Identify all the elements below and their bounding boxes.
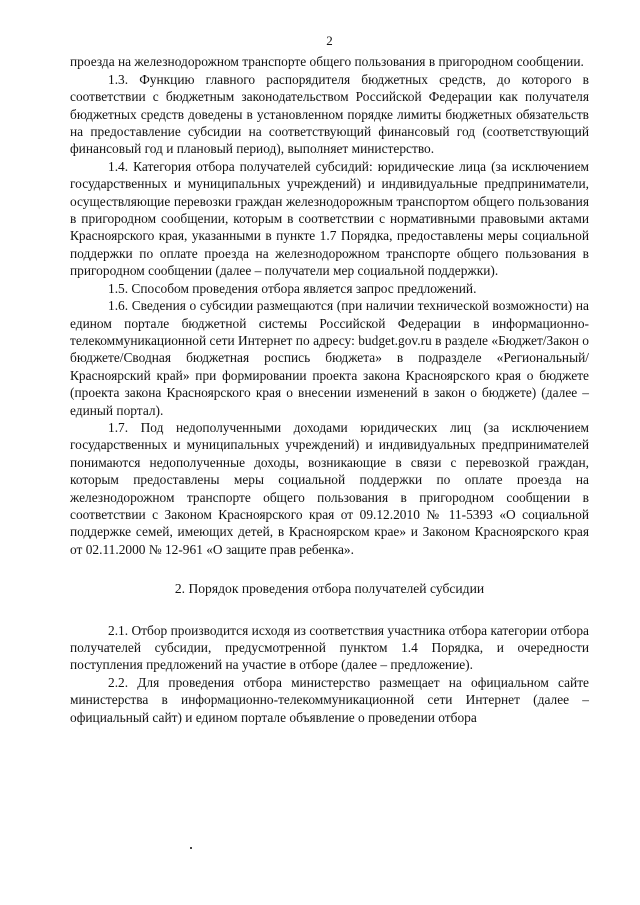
section-heading: 2. Порядок проведения отбора получателей субсидии [174, 581, 485, 597]
document-page [70, 32, 589, 726]
scan-speck [190, 847, 192, 849]
paragraph-1-5: 1.5. Способом проведения отбора является запрос предложений. [108, 280, 477, 296]
paragraph-1-6: 1.6. Сведения о субсидии размещаются (при наличии технической возможности) на едином портале бюджетной системы Российской Федерации в информационно-телекоммуникационной сети Интернет по адресу: budget.gov.ru в разделе «Бюджет/Закон о бюджете/Сводная бюджетная роспись бюджета» в подразделе «Региональный/Красноярский край» при формировании проекта закона Красноярского края о бюджете (проекта закона Красноярского края о внесении изменений в закон о бюджете) (далее – единый портал). [70, 298, 589, 418]
paragraph-1-4: 1.4. Категория отбора получателей субсидий: юридические лица (за исключением государственных и муниципальных учреждений) и индивидуальные предприниматели, осуществляющие перевозки граждан железнодорожным транспортом общего пользования в пригородном сообщении, которым в соответствии с нормативными правовыми актами Красноярского края, указанными в пункте 1.7 Порядка, предоставлены меры социальной поддержки по оплате проезда на железнодорожном транспорте общего пользования в пригородном сообщении (далее – получатели мер социальной поддержки). [70, 158, 589, 279]
paragraph-2-1: 2.1. Отбор производится исходя из соответствия участника отбора категории отбора получателей субсидии, предусмотренной пунктом 1.4 Порядка, и очередности поступления предложений на участие в отборе (далее – предложение). [70, 622, 589, 673]
page-number: 2 [326, 33, 333, 48]
paragraph-2-2: 2.2. Для проведения отбора министерство размещает на официальном сайте министерства в информационно-телекоммуникационной сети Интернет (далее – официальный сайт) и едином портале объявление о проведении отбора [70, 674, 589, 725]
paragraph-1-3: 1.3. Функцию главного распорядителя бюджетных средств, до которого в соответствии с бюджетным законодательством Российской Федерации как получателя бюджетных средств доведены в установленном порядке лимиты бюджетных обязательств на предоставление субсидии на соответствующий финансовый год (соответствующий финансовый год и плановый период), выполняет министерство. [70, 71, 589, 157]
paragraph-1-2-end: проезда на железнодорожном транспорте общего пользования в пригородном сообщении. [70, 54, 584, 70]
paragraph-1-7: 1.7. Под недополученными доходами юридических лиц (за исключением государственных и муниципальных учреждений) и индивидуальных предпринимателей понимаются недополученные доходы, возникающие в связи с перевозкой граждан, которым предоставлены меры социальной поддержки по оплате проезда на железнодорожном транспорте общего пользования в пригородном сообщении в соответствии с Законом Красноярского края от 09.12.2010 № 11-5393 «О социальной поддержке семей, имеющих детей, в Красноярском крае» и Законом Красноярского края от 02.11.2000 № 12-961 «О защите прав ребенка». [70, 419, 589, 557]
